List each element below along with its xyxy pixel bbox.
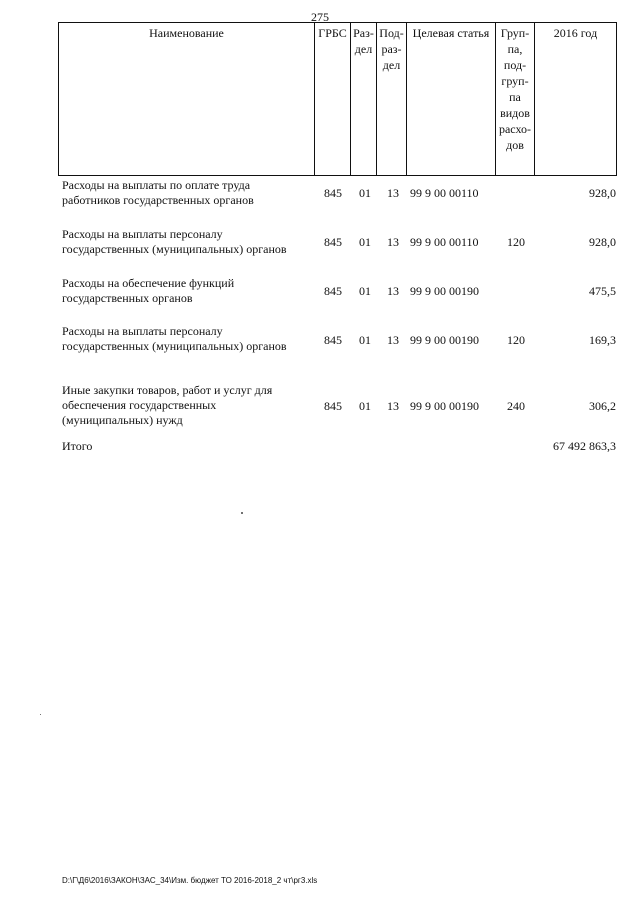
row-grbs: 845: [324, 284, 342, 298]
row-podrazdel: 13: [387, 186, 399, 200]
header-grbs: ГРБС: [315, 23, 351, 176]
row-razdel: 01: [359, 333, 371, 347]
row-razdel: 01: [359, 235, 371, 249]
row-name: Расходы на выплаты персоналу государственных (муниципальных) органов: [62, 227, 287, 256]
header-group: Груп- па, под- груп- па видов расхо- дов: [496, 23, 535, 176]
row-grbs: 845: [324, 333, 342, 347]
row-razdel: 01: [359, 399, 371, 413]
row-article: 99 9 00 00110: [410, 235, 479, 249]
row-grbs: 845: [324, 399, 342, 413]
row-amount: 306,2: [589, 399, 616, 413]
row-group: 240: [507, 399, 525, 413]
row-name: Расходы на обеспечение функций государственных органов: [62, 276, 235, 305]
scan-speck: [40, 714, 41, 715]
header-podrazdel: Под- раз- дел: [377, 23, 407, 176]
header-razdel: Раз- дел: [351, 23, 377, 176]
row-article: 99 9 00 00190: [410, 333, 479, 347]
total-label: Итого: [62, 439, 93, 453]
row-name: Расходы на выплаты персоналу государственных (муниципальных) органов: [62, 324, 287, 353]
total-amount: 67 492 863,3: [553, 439, 616, 453]
row-grbs: 845: [324, 186, 342, 200]
row-amount: 928,0: [589, 235, 616, 249]
row-group: 120: [507, 235, 525, 249]
row-amount: 475,5: [589, 284, 616, 298]
row-name: Расходы на выплаты по оплате труда работников государственных органов: [62, 178, 254, 207]
row-name: Иные закупки товаров, работ и услуг для обеспечения государственных (муниципальных) нужд: [62, 383, 273, 427]
table-header: [58, 22, 617, 176]
row-article: 99 9 00 00190: [410, 284, 479, 298]
scan-speck: [241, 512, 243, 514]
header-year: 2016 год: [535, 23, 617, 176]
row-article: 99 9 00 00110: [410, 186, 479, 200]
row-grbs: 845: [324, 235, 342, 249]
row-podrazdel: 13: [387, 235, 399, 249]
row-podrazdel: 13: [387, 399, 399, 413]
row-razdel: 01: [359, 284, 371, 298]
row-podrazdel: 13: [387, 333, 399, 347]
row-amount: 169,3: [589, 333, 616, 347]
row-group: 120: [507, 333, 525, 347]
row-podrazdel: 13: [387, 284, 399, 298]
file-path-footer: D:\Г\Д6\2016\ЗАКОН\ЗАС_34\Изм. бюджет ТО 2016-2018_2 чт\рг3.xls: [62, 876, 318, 885]
row-article: 99 9 00 00190: [410, 399, 479, 413]
header-article: Целевая статья: [407, 23, 496, 176]
row-amount: 928,0: [589, 186, 616, 200]
page-number: 275: [311, 10, 329, 24]
row-razdel: 01: [359, 186, 371, 200]
header-name: Наименование: [59, 23, 315, 176]
